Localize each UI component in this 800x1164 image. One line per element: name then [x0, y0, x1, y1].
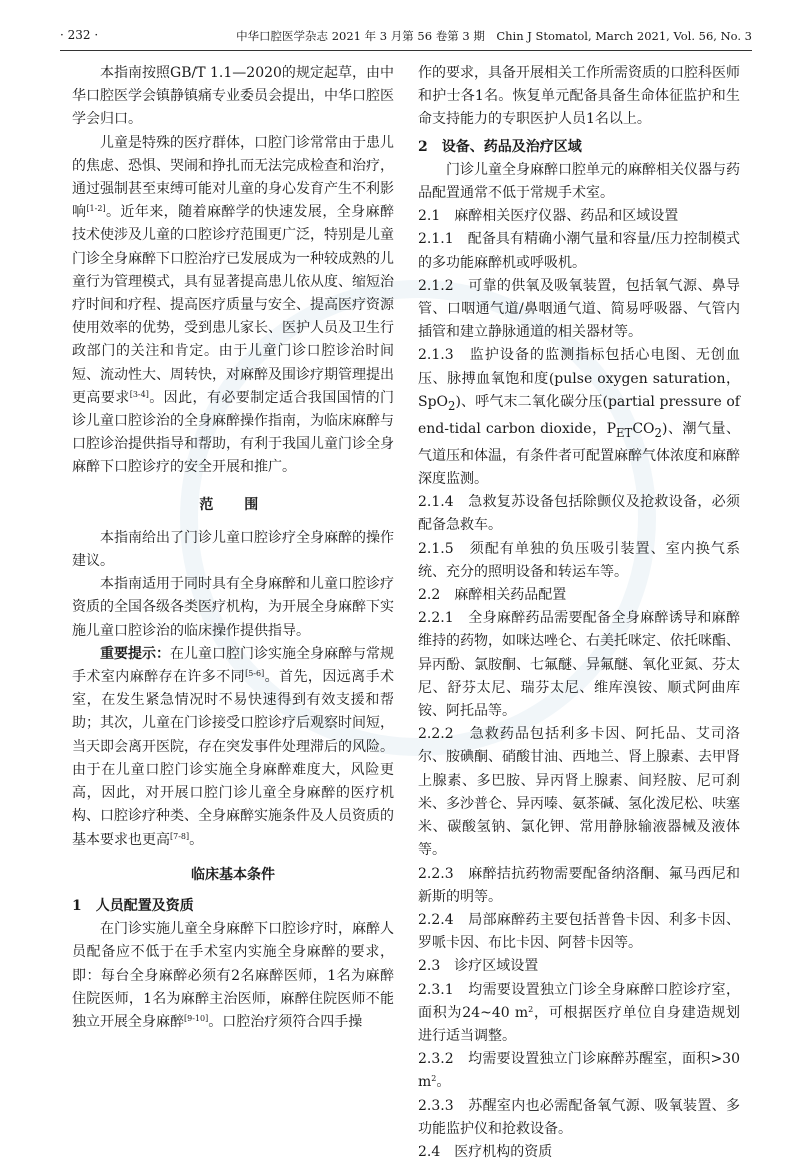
citation: [3-4]: [129, 389, 149, 399]
subheading-2-4: 2.4 医疗机构的资质: [418, 1143, 553, 1160]
page-number: · 232 ·: [60, 28, 99, 42]
item-2-1-4: 2.1.4 急救复苏设备包括除颤仪及抢救设备，必须配备急救车。: [418, 494, 740, 534]
citation: [5-6]: [245, 669, 265, 679]
item-2-2-2: 2.2.2 急救药品包括利多卡因、阿托品、艾司洛尔、胺碘酮、硝酸甘油、西地兰、肾上腺素、去甲肾上腺素、多巴胺、异丙肾上腺素、间羟胺、尼可刹米、多沙普仑、异丙嗪、氨茶碱、氢化泼尼松、呋塞米、碳酸氢钠、氯化钾、常用静脉输液器械及液体等。: [418, 726, 740, 859]
paragraph: 门诊儿童全身麻醉口腔单元的麻醉相关仪器与药品配置通常不低于常规手术室。: [418, 161, 740, 202]
paragraph: 作的要求，具备开展相关工作所需资质的口腔科医师和护士各1名。恢复单元配备具备生命体征监护和生命支持能力的专职医护人员1名以上。: [418, 65, 740, 128]
heading-1: 1 人员配置及资质: [72, 897, 194, 914]
paragraph: 在门诊实施儿童全身麻醉下口腔诊疗时，麻醉人员配备应不低于在手术室内实施全身麻醉的要求，即：每台全身麻醉必须有2名麻醉医师，1名为麻醉住院医师，1名为麻醉主治医师，麻醉住院医师不能独立开展全身麻醉[9-10]。口腔治疗须符合四手操: [72, 921, 394, 1030]
paragraph: 本指南适用于同时具有全身麻醉和儿童口腔诊疗资质的全国各级各类医疗机构，为开展全身麻醉下实施儿童口腔诊治的临床操作提供指导。: [72, 576, 394, 639]
paragraph: 儿童是特殊的医疗群体，口腔门诊常常由于患儿的焦虑、恐惧、哭闹和挣扎而无法完成检查和治疗，通过强制甚至束缚可能对儿童的身心发育产生不利影响[1-2]。近年来，随着麻醉学的快速发展，全身麻醉技术使涉及儿童的口腔诊疗范围更广泛，特别是儿童门诊全身麻醉下口腔治疗已发展成为一种较成熟的儿童行为管理模式，具有显著提高患儿依从度、缩短治疗时间和疗程、提高医疗质量与安全、提高医疗资源使用效率的优势，受到患儿家长、医护人员及卫生行政部门的关注和肯定。由于儿童门诊口腔诊治时间短、流动性大、周转快，对麻醉及围诊疗期管理提出更高要求[3-4]。因此，有必要制定适合我国国情的门诊儿童口腔诊治的全身麻醉操作指南，为临床麻醉与口腔诊治提供指导和帮助，有利于我国儿童门诊全身麻醉下口腔诊疗的安全开展和推广。: [72, 134, 395, 476]
citation: [9-10]: [184, 1013, 209, 1023]
subheading-2-3: 2.3 诊疗区域设置: [418, 958, 539, 975]
item-2-2-4: 2.2.4 局部麻醉药主要包括普鲁卡因、利多卡因、罗哌卡因、布比卡因、阿替卡因等。: [418, 911, 740, 952]
item-2-3-1: 2.3.1 均需要设置独立门诊全身麻醉口腔诊疗室，面积为24~40 $m^2$，可根据医疗单位自身建造规划进行适当调整。: [418, 981, 740, 1044]
item-2-1-2: 2.1.2 可靠的供氧及吸氧装置，包括氧气源、鼻导管、口咽通气道/鼻咽通气道、简易呼吸器、气管内插管和建立静脉通道的相关器材等。: [418, 277, 740, 341]
subheading-2-2: 2.2 麻醉相关药品配置: [418, 587, 567, 604]
journal-citation: 中华口腔医学杂志 2021 年 3 月第 56 卷第 3 期 Chin J Stomatol, March 2021, Vol. 56, No. 3: [236, 29, 752, 43]
item-2-1-5: 2.1.5 须配有单独的负压吸引装置、室内换气系统、充分的照明设备和转运车等。: [418, 540, 740, 580]
right-column: [418, 62, 740, 1164]
item-2-1-1: 2.1.1 配备具有精确小潮气量和容量/压力控制模式的多功能麻醉机或呼吸机。: [418, 231, 740, 271]
citation: [1-2]: [86, 204, 106, 214]
section-heading-scope: 范 围: [199, 496, 267, 513]
item-2-1-3: 2.1.3 监护设备的监测指标包括心电图、无创血压、脉搏血氧饱和度(pulse oxygen saturation，SpO$_2$)、呼气末二氧化碳分压(partial pressure of end-tidal carbon dioxide，$P_{ET}CO_2$)、潮气量、气道压和体温，有条件者可配置麻醉气体浓度和麻醉深度监测。: [418, 347, 740, 488]
item-2-2-3: 2.2.3 麻醉拮抗药物需要配备纳洛酮、氟马西尼和新斯的明等。: [418, 865, 740, 905]
item-2-2-1: 2.2.1 全身麻醉药品需要配备全身麻醉诱导和麻醉维持的药物，如咪达唑仑、右美托咪定、依托咪酯、异丙酚、氯胺酮、七氟醚、异氟醚、氧化亚氮、芬太尼、舒芬太尼、瑞芬太尼、维库溴铵、顺式阿曲库铵、阿托品等。: [418, 610, 740, 720]
heading-2: 2 设备、药品及治疗区域: [418, 138, 582, 155]
page-header: [60, 22, 752, 51]
left-column: [72, 62, 394, 1034]
paragraph: 本指南给出了门诊儿童口腔诊疗全身麻醉的操作建议。: [72, 529, 394, 570]
paragraph: 重要提示：在儿童口腔门诊实施全身麻醉与常规手术室内麻醉存在许多不同[5-6]。首先，因远离手术室，在发生紧急情况时不易快速得到有效支援和帮助；其次，儿童在门诊接受口腔诊疗后观察时间短，当天即会离开医院，存在突发事件处理滞后的风险。由于在儿童口腔门诊实施全身麻醉难度大，风险更高，因此，对开展口腔门诊儿童全身麻醉的医疗机构、口腔诊疗种类、全身麻醉实施条件及人员资质的基本要求也更高[7-8]。: [72, 645, 395, 848]
item-2-3-2: 2.3.2 均需要设置独立门诊麻醉苏醒室，面积>30 $m^2$。: [418, 1051, 740, 1091]
important-note-label: 重要提示：: [100, 645, 170, 662]
section-heading-basic: 临床基本条件: [191, 866, 275, 883]
citation: [7-8]: [170, 831, 190, 841]
paragraph: 本指南按照GB/T 1.1—2020的规定起草，由中华口腔医学会镇静镇痛专业委员会提出，中华口腔医学会归口。: [72, 65, 394, 128]
subheading-2-1: 2.1 麻醉相关医疗仪器、药品和区域设置: [418, 208, 679, 225]
item-2-3-3: 2.3.3 苏醒室内也必需配备氧气源、吸氧装置、多功能监护仪和抢救设备。: [418, 1097, 740, 1137]
